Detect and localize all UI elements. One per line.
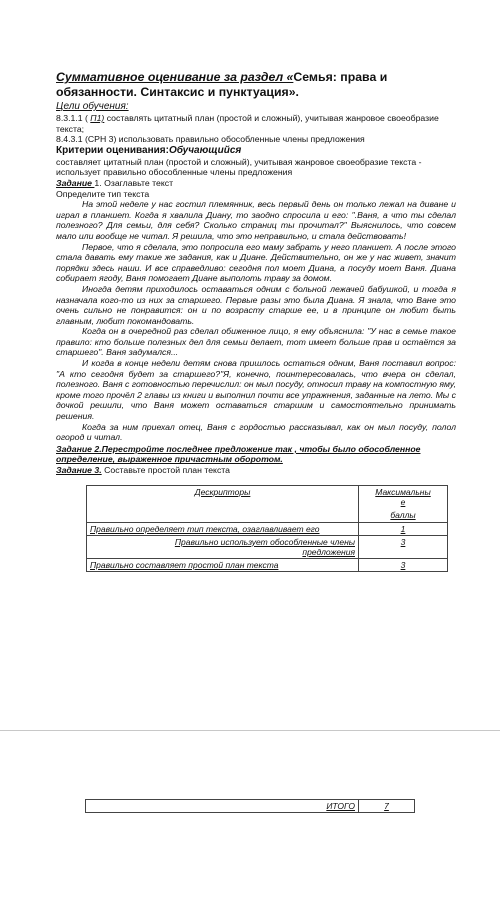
task-1: [56, 178, 456, 189]
document-title: [56, 70, 456, 100]
row-points: 3: [359, 535, 448, 558]
descriptor-table-header: [87, 485, 448, 522]
goal-1-text: составлять цитатный план (простой и сложный), учитывая жанровое своеобразие текста;: [56, 113, 439, 134]
header-max-points: [359, 485, 448, 522]
table-row: [87, 558, 448, 571]
text-paragraph: Когда за ним приехал отец, Ваня с гордостью рассказывал, как он мыл посуду, полол огород и читал.: [56, 421, 456, 443]
goal-1-code: 8.3.1.1 (: [56, 113, 91, 123]
total-value: 7: [359, 800, 415, 813]
total-label: ИТОГО: [86, 800, 359, 813]
text-paragraph: И когда в конце недели детям снова пришлось остаться одним, Ваня поставил вопрос: "А кто сегодня будет за старшего?"Я, конечно, поинтересовалась, что вчера он сделал, полезного. Ваня с готовностью перечислил: он мыл посуду, относил траву на компостную яму, кроме того прочёл 2 главы из книги и выполнил почти все упражнения, заданные на лето. Мы с дочкой решили, что Ваня может оставаться старшим и самостоятельно принимать решения.: [56, 358, 456, 422]
document-page: [56, 70, 456, 572]
task-3: [56, 465, 456, 476]
page-divider: [0, 730, 500, 731]
header-descriptors: Дескрипторы: [87, 485, 359, 522]
task-3-label: Задание 3.: [56, 465, 102, 475]
row-points: 3: [359, 558, 448, 571]
descriptor-table: [86, 485, 448, 572]
task-1-sub: Определите тип текста: [56, 188, 150, 199]
row-descriptor: Правильно составляет простой план текста: [87, 558, 359, 571]
goal-1: [56, 113, 456, 134]
criteria-heading-text: Критерии оценивания:: [56, 144, 169, 156]
table-row: [87, 522, 448, 535]
task-2: Задание 2.Перестройте последнее предложение так , чтобы было обособленное определение, выраженное причастным оборотом.: [56, 443, 421, 465]
title-rest: Семья: права и обязанности. Синтаксис и пунктуация».: [56, 70, 388, 99]
header-max-points-line3: баллы: [390, 509, 416, 520]
criteria-text: составляет цитатный план (простой и сложный), учитывая жанровое своеобразие текста - использует правильно обособленные члены предложения: [56, 156, 422, 178]
criteria-heading-tail: Обучающийся: [168, 144, 242, 156]
goal-2: 8.4.3.1 (СРН 3) использовать правильно обособленные члены предложения: [56, 134, 365, 145]
header-max-points-line2: е: [400, 496, 406, 507]
task-1-label: Задание: [56, 177, 95, 188]
task-3-text: Составьте простой план текста: [101, 465, 231, 475]
text-paragraph: Первое, что я сделала, это попросила его маму забрать у него планшет. А после этого стала давать ему такие же задания, как и Диане. Действительно, он же у нас живет, значит порядки здесь наши. И все справедливо: сегодня пол моет Диана, а посуду моет Ваня. Диана собирает ягоду, Ваня помогает Диане выполоть траву за домом.: [56, 241, 456, 284]
table-row: [87, 535, 448, 558]
title-lead: Суммативное оценивание за раздел «: [56, 70, 294, 84]
task-1-text: 1. Озаглавьте текст: [94, 177, 174, 188]
text-paragraph: На этой неделе у нас гостил племянник, весь первый день он только лежал на диване и играл в планшет. Когда я хвалила Диану, то заодно спросила и его: ".Ваня, а что ты сделал полезного? Для семьи, для себя? Сколько страниц ты прочитал?" Выяснилось, что совсем мало или вообще не читал. Я решила, что это неправильно, и стала действовать!: [56, 199, 456, 241]
header-max-points-line1: Максимальны: [375, 486, 431, 497]
row-points: 1: [359, 522, 448, 535]
total-row: [86, 800, 415, 813]
total-table: [85, 799, 415, 813]
criteria-heading: [56, 145, 456, 157]
row-descriptor: Правильно определяет тип текста, озаглавливает его: [87, 522, 359, 535]
goal-1-tag: П1): [90, 113, 105, 123]
text-paragraph: Когда он в очередной раз сделал обиженное лицо, я ему объяснила: "У нас в семье такое правило: кто больше полезных дел для семьи делает, тот имеет больше прав и остаётся за старшего". Ваня задумался...: [56, 326, 456, 358]
text-paragraph: Иногда детям приходилось оставаться одним с больной лежачей бабушкой, и тогда я назначала кого-то из них за старшего. Первые разы это была Диана. Я знала, что Ване это очень сильно не понравится: он и по возрасту старше ее, и в принципе он любит быть главным, любит покомандовать.: [56, 283, 456, 326]
row-descriptor: Правильно использует обособленные члены предложения: [87, 535, 359, 558]
goals-heading: Цели обучения:: [56, 101, 129, 112]
